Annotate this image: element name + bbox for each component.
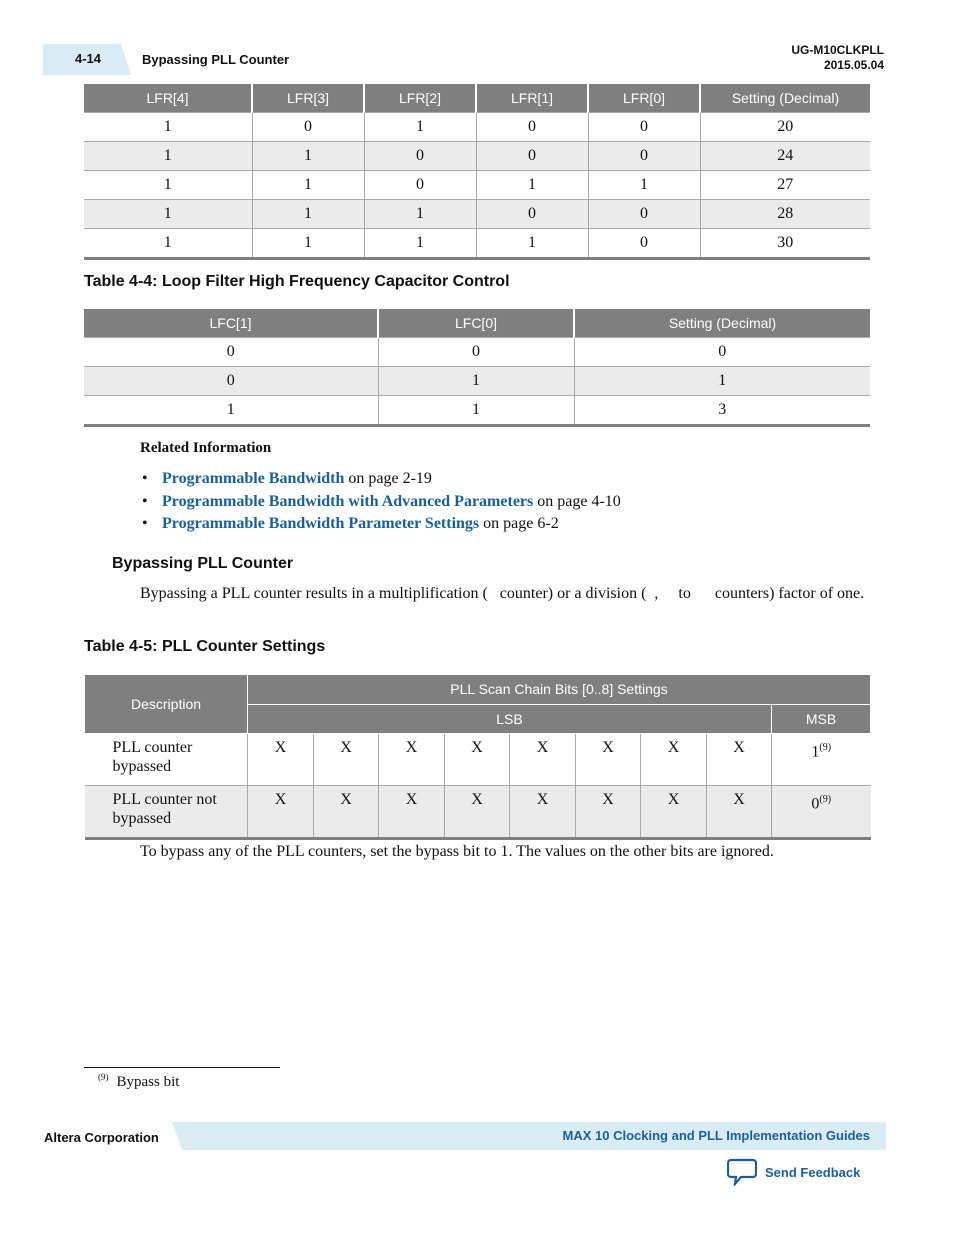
table-cell: 1 xyxy=(364,229,476,259)
table-cell: 1 xyxy=(378,396,574,426)
pll-msb-cell xyxy=(772,734,871,786)
table-cell: 0 xyxy=(476,142,588,171)
footnote-text: Bypass bit xyxy=(116,1074,180,1090)
table-cell: 1 xyxy=(476,229,588,259)
related-link-parameter-settings[interactable]: Programmable Bandwidth Parameter Settings xyxy=(162,515,480,532)
related-item xyxy=(140,513,621,536)
pll-bit-cell: X xyxy=(707,786,772,839)
table-cell: 0 xyxy=(84,367,378,396)
lfr-row xyxy=(84,171,870,200)
pll-msb-cell xyxy=(772,786,871,839)
doc-date: 2015.05.04 xyxy=(823,58,884,72)
pll-group-header: PLL Scan Chain Bits [0..8] Settings xyxy=(248,675,871,705)
table-cell: 0 xyxy=(364,142,476,171)
table-cell: 0 xyxy=(476,113,588,142)
pll-table-caption: Table 4-5: PLL Counter Settings xyxy=(84,638,326,655)
pll-bit-cell: X xyxy=(248,734,314,786)
table-cell: 1 xyxy=(588,171,700,200)
doc-info xyxy=(791,43,884,73)
pll-bit-cell: X xyxy=(314,786,379,839)
table-cell: 0 xyxy=(588,200,700,229)
column-header: LFR[3] xyxy=(252,84,364,113)
after-table-text: To bypass any of the PLL counters, set the bypass bit to 1. The values on the other bits are ignored. xyxy=(140,843,774,860)
table-cell: 1 xyxy=(84,171,252,200)
table-cell: 20 xyxy=(700,113,870,142)
related-link-programmable-bandwidth[interactable]: Programmable Bandwidth xyxy=(162,470,345,487)
pll-bit-cell: X xyxy=(510,734,576,786)
msb-value: 0 xyxy=(811,795,820,813)
lfc-row xyxy=(84,396,870,426)
table-cell: 0 xyxy=(364,171,476,200)
footnote-ref: (9) xyxy=(819,742,832,753)
lfc-row xyxy=(84,338,870,367)
column-header: LFR[1] xyxy=(476,84,588,113)
pll-bit-cell: X xyxy=(707,734,772,786)
footer-company: Altera Corporation xyxy=(44,1130,159,1145)
pll-bit-cell: X xyxy=(379,734,445,786)
chat-bubble-icon xyxy=(727,1158,757,1186)
column-header: LFC[1] xyxy=(84,309,378,338)
pll-bit-cell: X xyxy=(445,786,510,839)
table-cell: 24 xyxy=(700,142,870,171)
lfc-table xyxy=(84,309,870,427)
table-cell: 1 xyxy=(252,171,364,200)
pll-row xyxy=(85,734,871,786)
lfr-row xyxy=(84,142,870,171)
pll-bit-cell: X xyxy=(510,786,576,839)
table-cell: 27 xyxy=(700,171,870,200)
table-cell: 0 xyxy=(588,229,700,259)
table-cell: 1 xyxy=(84,200,252,229)
column-header: LFR[4] xyxy=(84,84,252,113)
footnote-ref: (9) xyxy=(819,794,832,805)
pll-bit-cell: X xyxy=(576,734,641,786)
table-cell: 0 xyxy=(574,338,870,367)
related-info-heading: Related Information xyxy=(140,440,272,456)
column-header: LFR[2] xyxy=(364,84,476,113)
table-cell: 0 xyxy=(84,338,378,367)
section-body: Bypassing a PLL counter results in a multiplification ( counter) or a division ( , to counters) factor of one. xyxy=(140,585,865,602)
table-cell: 1 xyxy=(364,113,476,142)
related-info-list xyxy=(140,468,621,536)
related-item xyxy=(140,491,621,514)
column-header: LFR[0] xyxy=(588,84,700,113)
table-cell: 28 xyxy=(700,200,870,229)
related-item xyxy=(140,468,621,491)
table-cell: 1 xyxy=(364,200,476,229)
table-cell: 1 xyxy=(84,142,252,171)
footnote-mark: (9) xyxy=(98,1072,109,1082)
column-header: Setting (Decimal) xyxy=(700,84,870,113)
lfc-row xyxy=(84,367,870,396)
pll-lsb-header: LSB xyxy=(248,704,772,734)
header-section-title: Bypassing PLL Counter xyxy=(142,52,290,67)
table-cell: 0 xyxy=(252,113,364,142)
pll-row xyxy=(85,786,871,839)
footnote xyxy=(98,1072,179,1091)
section-number: 4-14 xyxy=(75,51,102,66)
table-cell: 0 xyxy=(378,338,574,367)
pll-msb-header: MSB xyxy=(772,704,871,734)
pll-bit-cell: X xyxy=(248,786,314,839)
section-heading: Bypassing PLL Counter xyxy=(112,555,294,572)
pll-desc-header: Description xyxy=(85,675,248,734)
lfr-row xyxy=(84,229,870,259)
table-cell: 3 xyxy=(574,396,870,426)
related-page-ref: on page 4-10 xyxy=(533,492,621,510)
lfr-table xyxy=(84,84,870,260)
column-header: LFC[0] xyxy=(378,309,574,338)
table-cell: 1 xyxy=(84,396,378,426)
lfc-header-row xyxy=(84,309,870,338)
doc-id: UG-M10CLKPLL xyxy=(791,43,884,57)
send-feedback-label: Send Feedback xyxy=(765,1164,861,1180)
table-cell: 1 xyxy=(84,229,252,259)
footnote-rule xyxy=(84,1067,280,1068)
table-cell: 1 xyxy=(252,229,364,259)
related-page-ref: on page 2-19 xyxy=(344,470,432,487)
related-page-ref: on page 6-2 xyxy=(479,515,559,532)
pll-bit-cell: X xyxy=(576,786,641,839)
pll-row-description: PLL counter not bypassed xyxy=(85,786,248,839)
pll-row-description: PLL counter bypassed xyxy=(85,734,248,786)
table-cell: 0 xyxy=(588,142,700,171)
pll-bit-cell: X xyxy=(314,734,379,786)
table-cell: 30 xyxy=(700,229,870,259)
table-cell: 1 xyxy=(252,142,364,171)
pll-bit-cell: X xyxy=(641,734,707,786)
pll-bit-cell: X xyxy=(641,786,707,839)
table-cell: 1 xyxy=(84,113,252,142)
table-cell: 0 xyxy=(588,113,700,142)
send-feedback[interactable] xyxy=(727,1158,860,1186)
lfr-row xyxy=(84,200,870,229)
msb-value: 1 xyxy=(811,743,820,761)
pll-bit-cell: X xyxy=(379,786,445,839)
footer-guide-title[interactable]: MAX 10 Clocking and PLL Implementation Guides xyxy=(562,1128,870,1143)
table-cell: 1 xyxy=(476,171,588,200)
related-link-advanced-parameters[interactable]: Programmable Bandwidth with Advanced Parameters xyxy=(162,492,534,510)
pll-counter-table xyxy=(84,674,871,840)
lfc-table-caption: Table 4-4: Loop Filter High Frequency Capacitor Control xyxy=(84,273,510,290)
pll-bit-cell: X xyxy=(445,734,510,786)
table-cell: 1 xyxy=(574,367,870,396)
table-cell: 1 xyxy=(252,200,364,229)
lfr-header-row xyxy=(84,84,870,113)
column-header: Setting (Decimal) xyxy=(574,309,870,338)
lfr-row xyxy=(84,113,870,142)
table-cell: 1 xyxy=(378,367,574,396)
table-cell: 0 xyxy=(476,200,588,229)
